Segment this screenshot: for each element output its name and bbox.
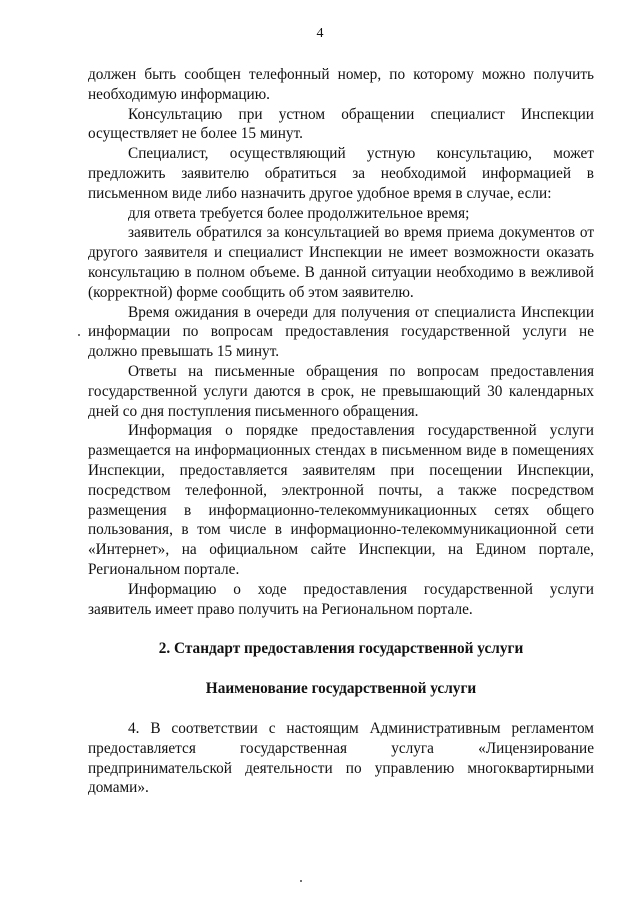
paragraph-queue-time: Время ожидания в очереди для получения от специалиста Инспекции информации по вопросам предоставления государственной услуги не должно превышать 15 минут. <box>88 303 594 361</box>
paragraph-service-name: 4. В соответствии с настоящим Административным регламентом предоставляется государственная услуга «Лицензирование предпринимательской деятельности по управлению многоквартирными домами». <box>88 719 594 797</box>
paragraph-written-replies: Ответы на письменные обращения по вопросам предоставления государственной услуги даются в срок, не превышающий 30 календарных дней со дня поступления письменного обращения. <box>88 362 594 420</box>
paragraph-information-placement: Информация о порядке предоставления государственной услуги размещается на информационных стендах в письменном виде в помещениях Инспекции, предоставляется заявителям при посещении Инспекции, посредством телефонной, электронной почты, а также посредством размещения в информационно-телекоммуникационных сетях общего пользования, в том числе в информационно-телекоммуникационной сети «Интернет», на официальном сайте Инспекции, на Едином портале, Региональном портале. <box>88 422 594 578</box>
paragraph-specialist-offer: Специалист, осуществляющий устную консультацию, может предложить заявителю обратиться за необходимой информацией в письменном виде либо назначить другое удобное время в случае, если: <box>88 145 594 202</box>
paragraph-phone-number: должен быть сообщен телефонный номер, по которому можно получить необходимую информацию. <box>88 66 594 103</box>
section-heading: 2. Стандарт предоставления государственной услуги <box>158 640 524 658</box>
document-body <box>88 65 594 798</box>
paragraph-regional-portal: Информацию о ходе предоставления государственной услуги заявитель имеет право получить на Региональном портале. <box>88 580 594 618</box>
scan-speck <box>300 880 302 882</box>
subsection-heading: Наименование государственной услуги <box>205 680 477 698</box>
paragraph-consultation-duration: Консультацию при устном обращении специалист Инспекции осуществляет не более 15 минут. <box>88 105 594 143</box>
paragraph-reception-case: заявитель обратился за консультацией во время приема документов от другого заявителя и специалист Инспекции не имеет возможности оказать консультацию в полном объеме. В данной ситуации необходимо в вежливой (корректной) форме сообщить об этом заявителю. <box>88 224 594 301</box>
scan-speck <box>78 334 80 336</box>
paragraph-longer-time: для ответа требуется более продолжительное время; <box>128 204 470 222</box>
page-number: 4 <box>316 26 324 41</box>
